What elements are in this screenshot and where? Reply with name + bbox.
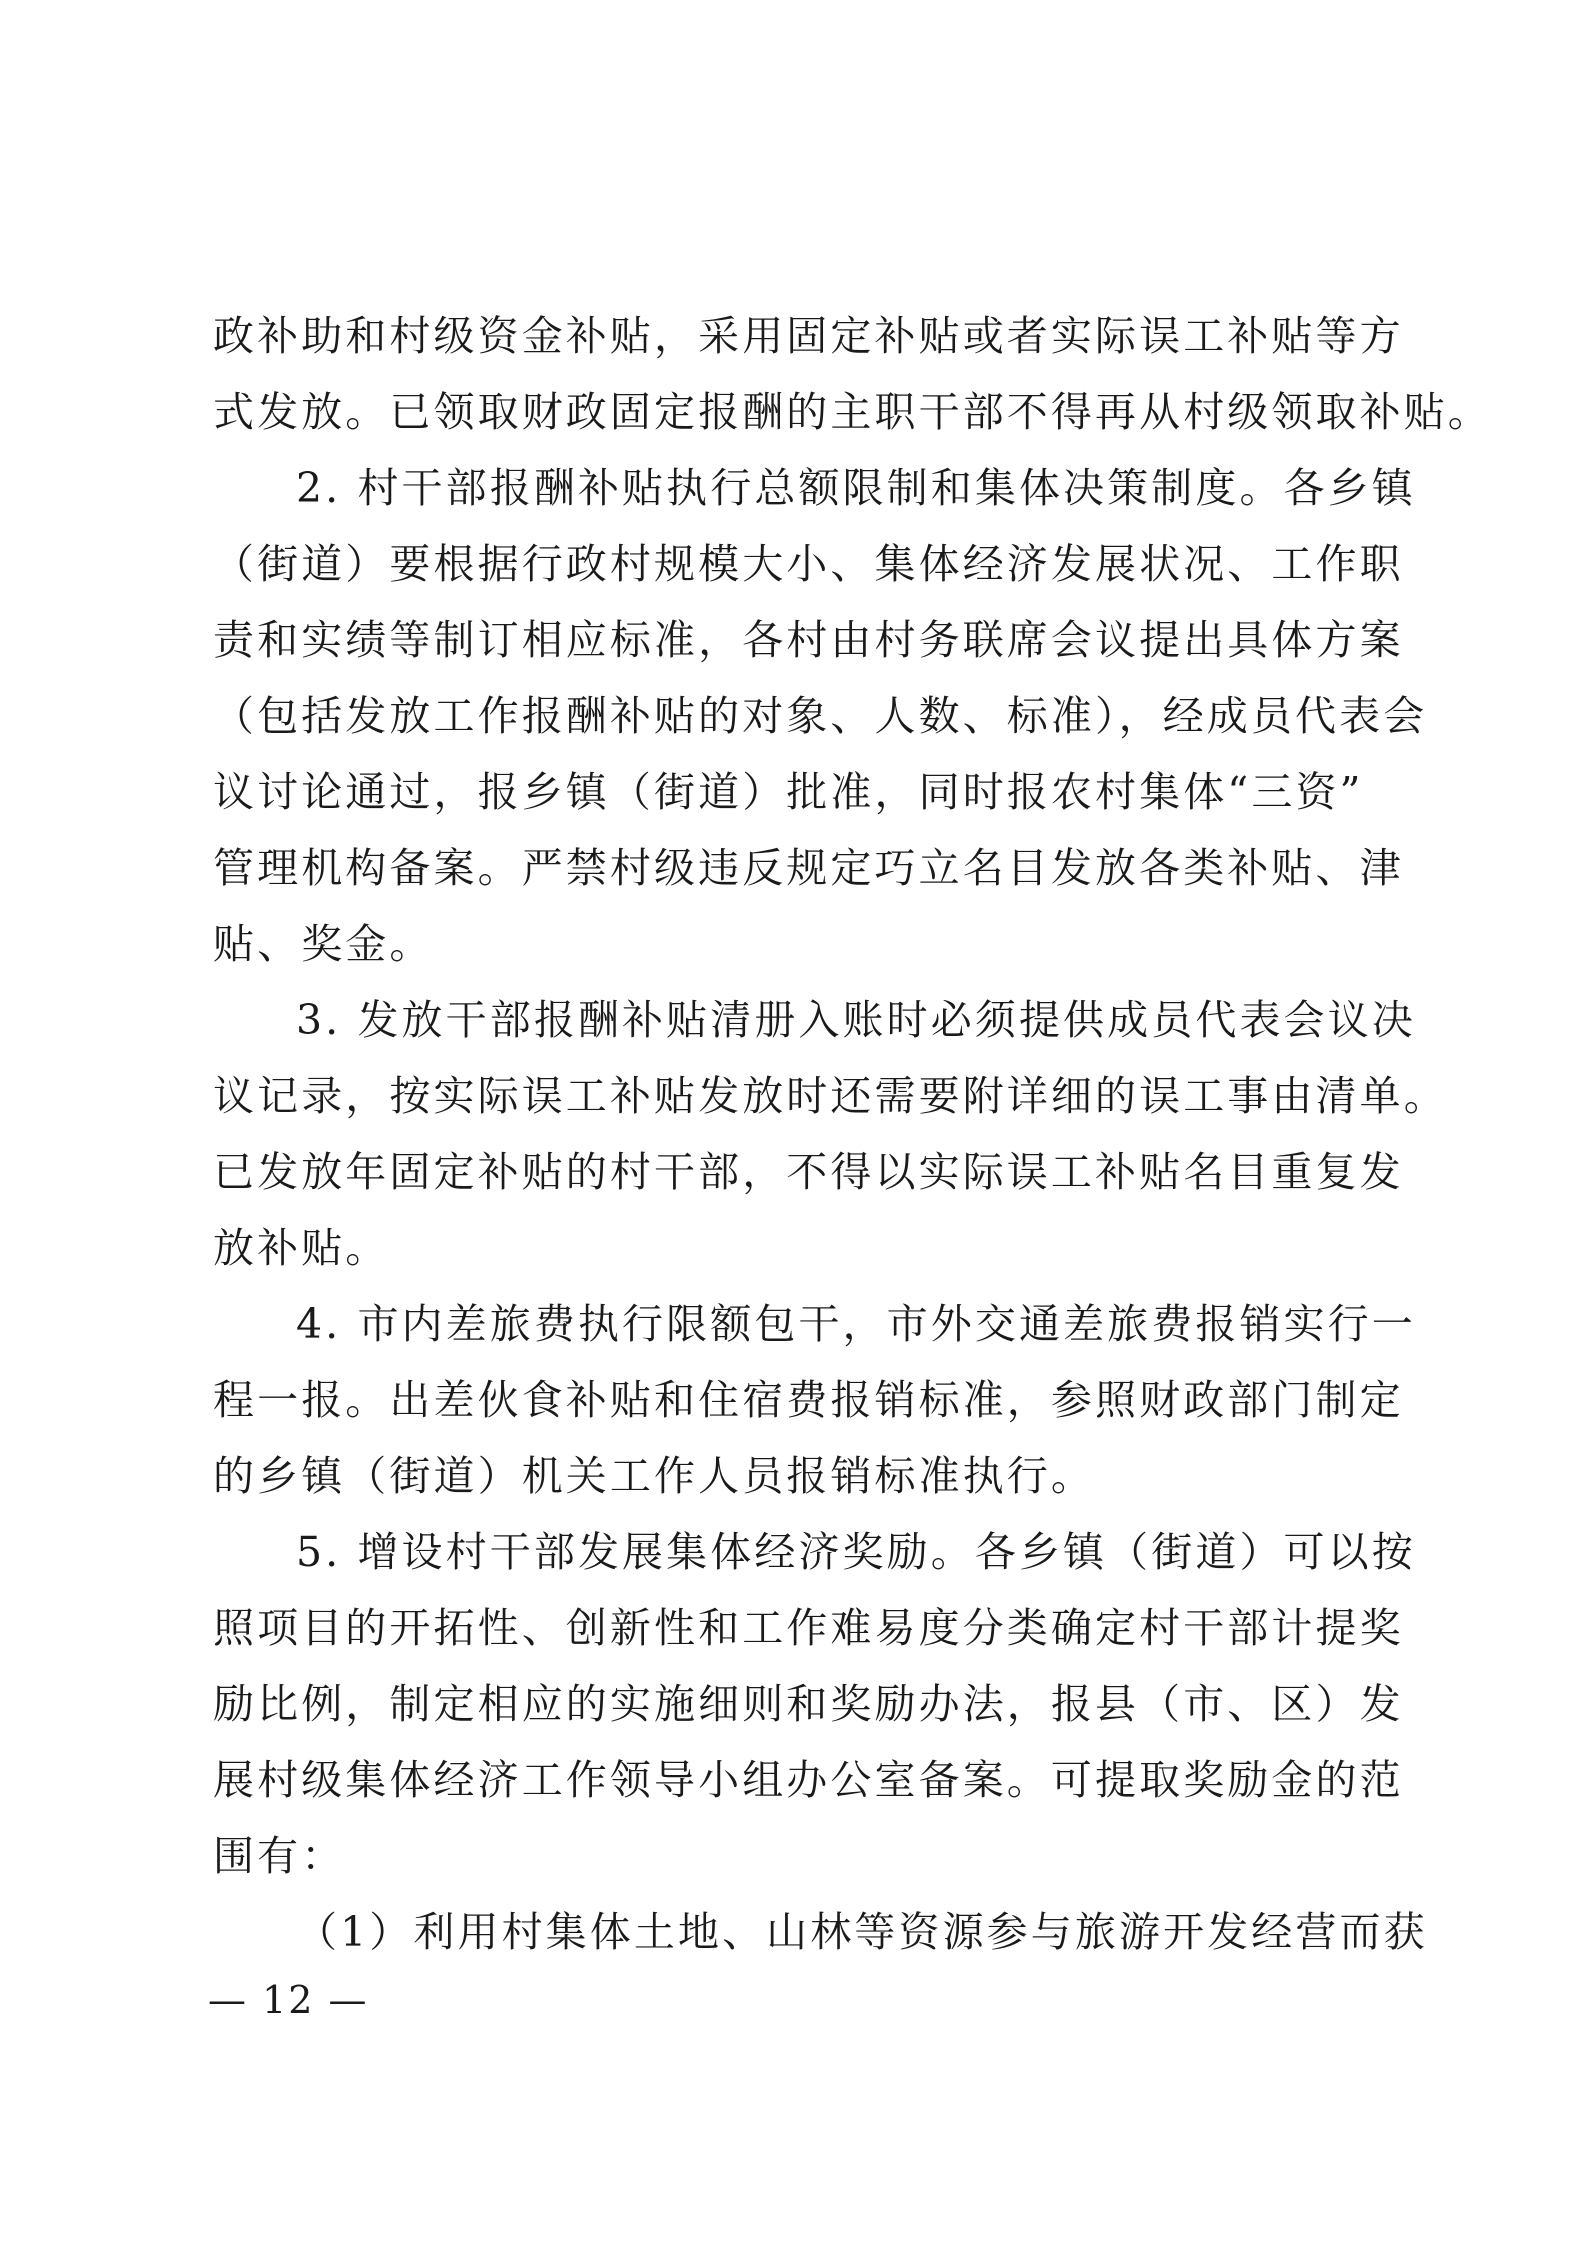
text-line: （包括发放工作报酬补贴的对象、人数、标准），经成员代表会 — [213, 692, 1428, 740]
text-line: 责和实绩等制订相应标准，各村由村务联席会议提出具体方案 — [213, 616, 1404, 664]
text-line: 已发放年固定补贴的村干部，不得以实际误工补贴名目重复发 — [213, 1148, 1404, 1196]
text-line: 照项目的开拓性、创新性和工作难易度分类确定村干部计提奖 — [213, 1604, 1404, 1652]
text-line: 程一报。出差伙食补贴和住宿费报销标准，参照财政部门制定 — [213, 1376, 1404, 1424]
text-line: 议讨论通过，报乡镇（街道）批准，同时报农村集体“三资” — [213, 768, 1364, 816]
text-line: （1）利用村集体土地、山林等资源参与旅游开发经营而获 — [296, 1908, 1428, 1956]
text-line: 2. 村干部报酬补贴执行总额限制和集体决策制度。各乡镇 — [296, 464, 1416, 512]
text-line: （街道）要根据行政村规模大小、集体经济发展状况、工作职 — [213, 540, 1404, 588]
text-line: 放补贴。 — [213, 1224, 390, 1272]
text-line: 议记录，按实际误工补贴发放时还需要附详细的误工事由清单。 — [213, 1072, 1448, 1120]
text-line: 的乡镇（街道）机关工作人员报销标准执行。 — [213, 1452, 1095, 1500]
text-line: 管理机构备案。严禁村级违反规定巧立名目发放各类补贴、津 — [213, 844, 1404, 892]
text-line: 贴、奖金。 — [213, 920, 434, 968]
text-line: 5. 增设村干部发展集体经济奖励。各乡镇（街道）可以按 — [296, 1528, 1416, 1576]
text-line: 展村级集体经济工作领导小组办公室备案。可提取奖励金的范 — [213, 1756, 1404, 1804]
text-line: 政补助和村级资金补贴，采用固定补贴或者实际误工补贴等方 — [213, 312, 1404, 360]
text-line: 励比例，制定相应的实施细则和奖励办法，报县（市、区）发 — [213, 1680, 1404, 1728]
text-line: 围有： — [213, 1832, 346, 1880]
text-line: 4. 市内差旅费执行限额包干，市外交通差旅费报销实行一 — [296, 1300, 1416, 1348]
text-line: 3. 发放干部报酬补贴清册入账时必须提供成员代表会议决 — [296, 996, 1416, 1044]
text-line: 式发放。已领取财政固定报酬的主职干部不得再从村级领取补贴。 — [213, 388, 1492, 436]
page-number: — 12 — — [208, 1978, 369, 2022]
